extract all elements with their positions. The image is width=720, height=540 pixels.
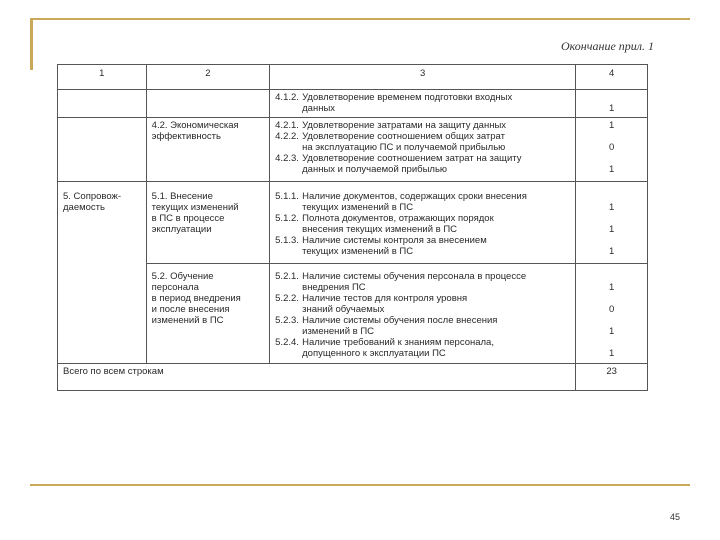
frame-bottom-rule [30, 484, 690, 486]
subgroup-cell: 5.2. Обучение персонала в период внедрения и после внесения изменений в ПС [146, 264, 269, 364]
header-row [58, 65, 648, 90]
frame-left-accent [30, 18, 33, 70]
value-cell: 1 1 1 [576, 182, 648, 264]
group-cell-empty [58, 90, 147, 118]
total-row [58, 364, 648, 391]
table-row [58, 118, 648, 182]
page-number: 45 [669, 512, 680, 522]
total-label: Всего по всем строкам [58, 364, 576, 391]
value-cell: 1 0 1 [576, 118, 648, 182]
header-col-4: 4 [576, 65, 648, 90]
header-col-1: 1 [58, 65, 147, 90]
subgroup-cell-empty [146, 90, 269, 118]
criteria-cell: 4.1.2. Удовлетворение временем подготовки входных данных [270, 90, 576, 118]
criteria-cell: 5.1.1. Наличие документов, содержащих сроки внесения текущих изменений в ПС 5.1.2. Полнота документов, отражающих порядок внесения текущих изменений в ПС 5.1.3. Наличие системы контроля за внесением текущих изменений в ПС [270, 182, 576, 264]
header-col-2: 2 [146, 65, 269, 90]
table-row [58, 264, 648, 364]
table-caption: Окончание прил. 1 [560, 39, 654, 53]
criteria-cell: 4.2.1. Удовлетворение затратами на защиту данных 4.2.2. Удовлетворение соотношением общих затрат на эксплуатацию ПС и получаемой прибылью 4.2.3. Удовлетворение соотношением затрат на защиту данных и получаемой прибылью [270, 118, 576, 182]
frame-top-rule [30, 18, 690, 20]
subgroup-cell: 4.2. Экономическая эффективность [146, 118, 269, 182]
subgroup-cell: 5.1. Внесение текущих изменений в ПС в процессе эксплуатации [146, 182, 269, 264]
appendix-table [57, 64, 648, 391]
group-cell-empty [58, 118, 147, 182]
value-cell: 1 0 1 1 [576, 264, 648, 364]
total-value: 23 [576, 364, 648, 391]
table-row [58, 182, 648, 264]
table-row [58, 90, 648, 118]
criteria-cell: 5.2.1. Наличие системы обучения персонала в процессе внедрения ПС 5.2.2. Наличие тестов для контроля уровня знаний обучаемых 5.2.3. Наличие системы обучения после внесения изменений в ПС 5.2.4. Наличие требований к знаниям персонала, допущенного к эксплуатации ПС [270, 264, 576, 364]
header-col-3: 3 [270, 65, 576, 90]
value-cell: 1 [576, 90, 648, 118]
group-cell: 5. Сопровож- даемость [58, 182, 147, 364]
